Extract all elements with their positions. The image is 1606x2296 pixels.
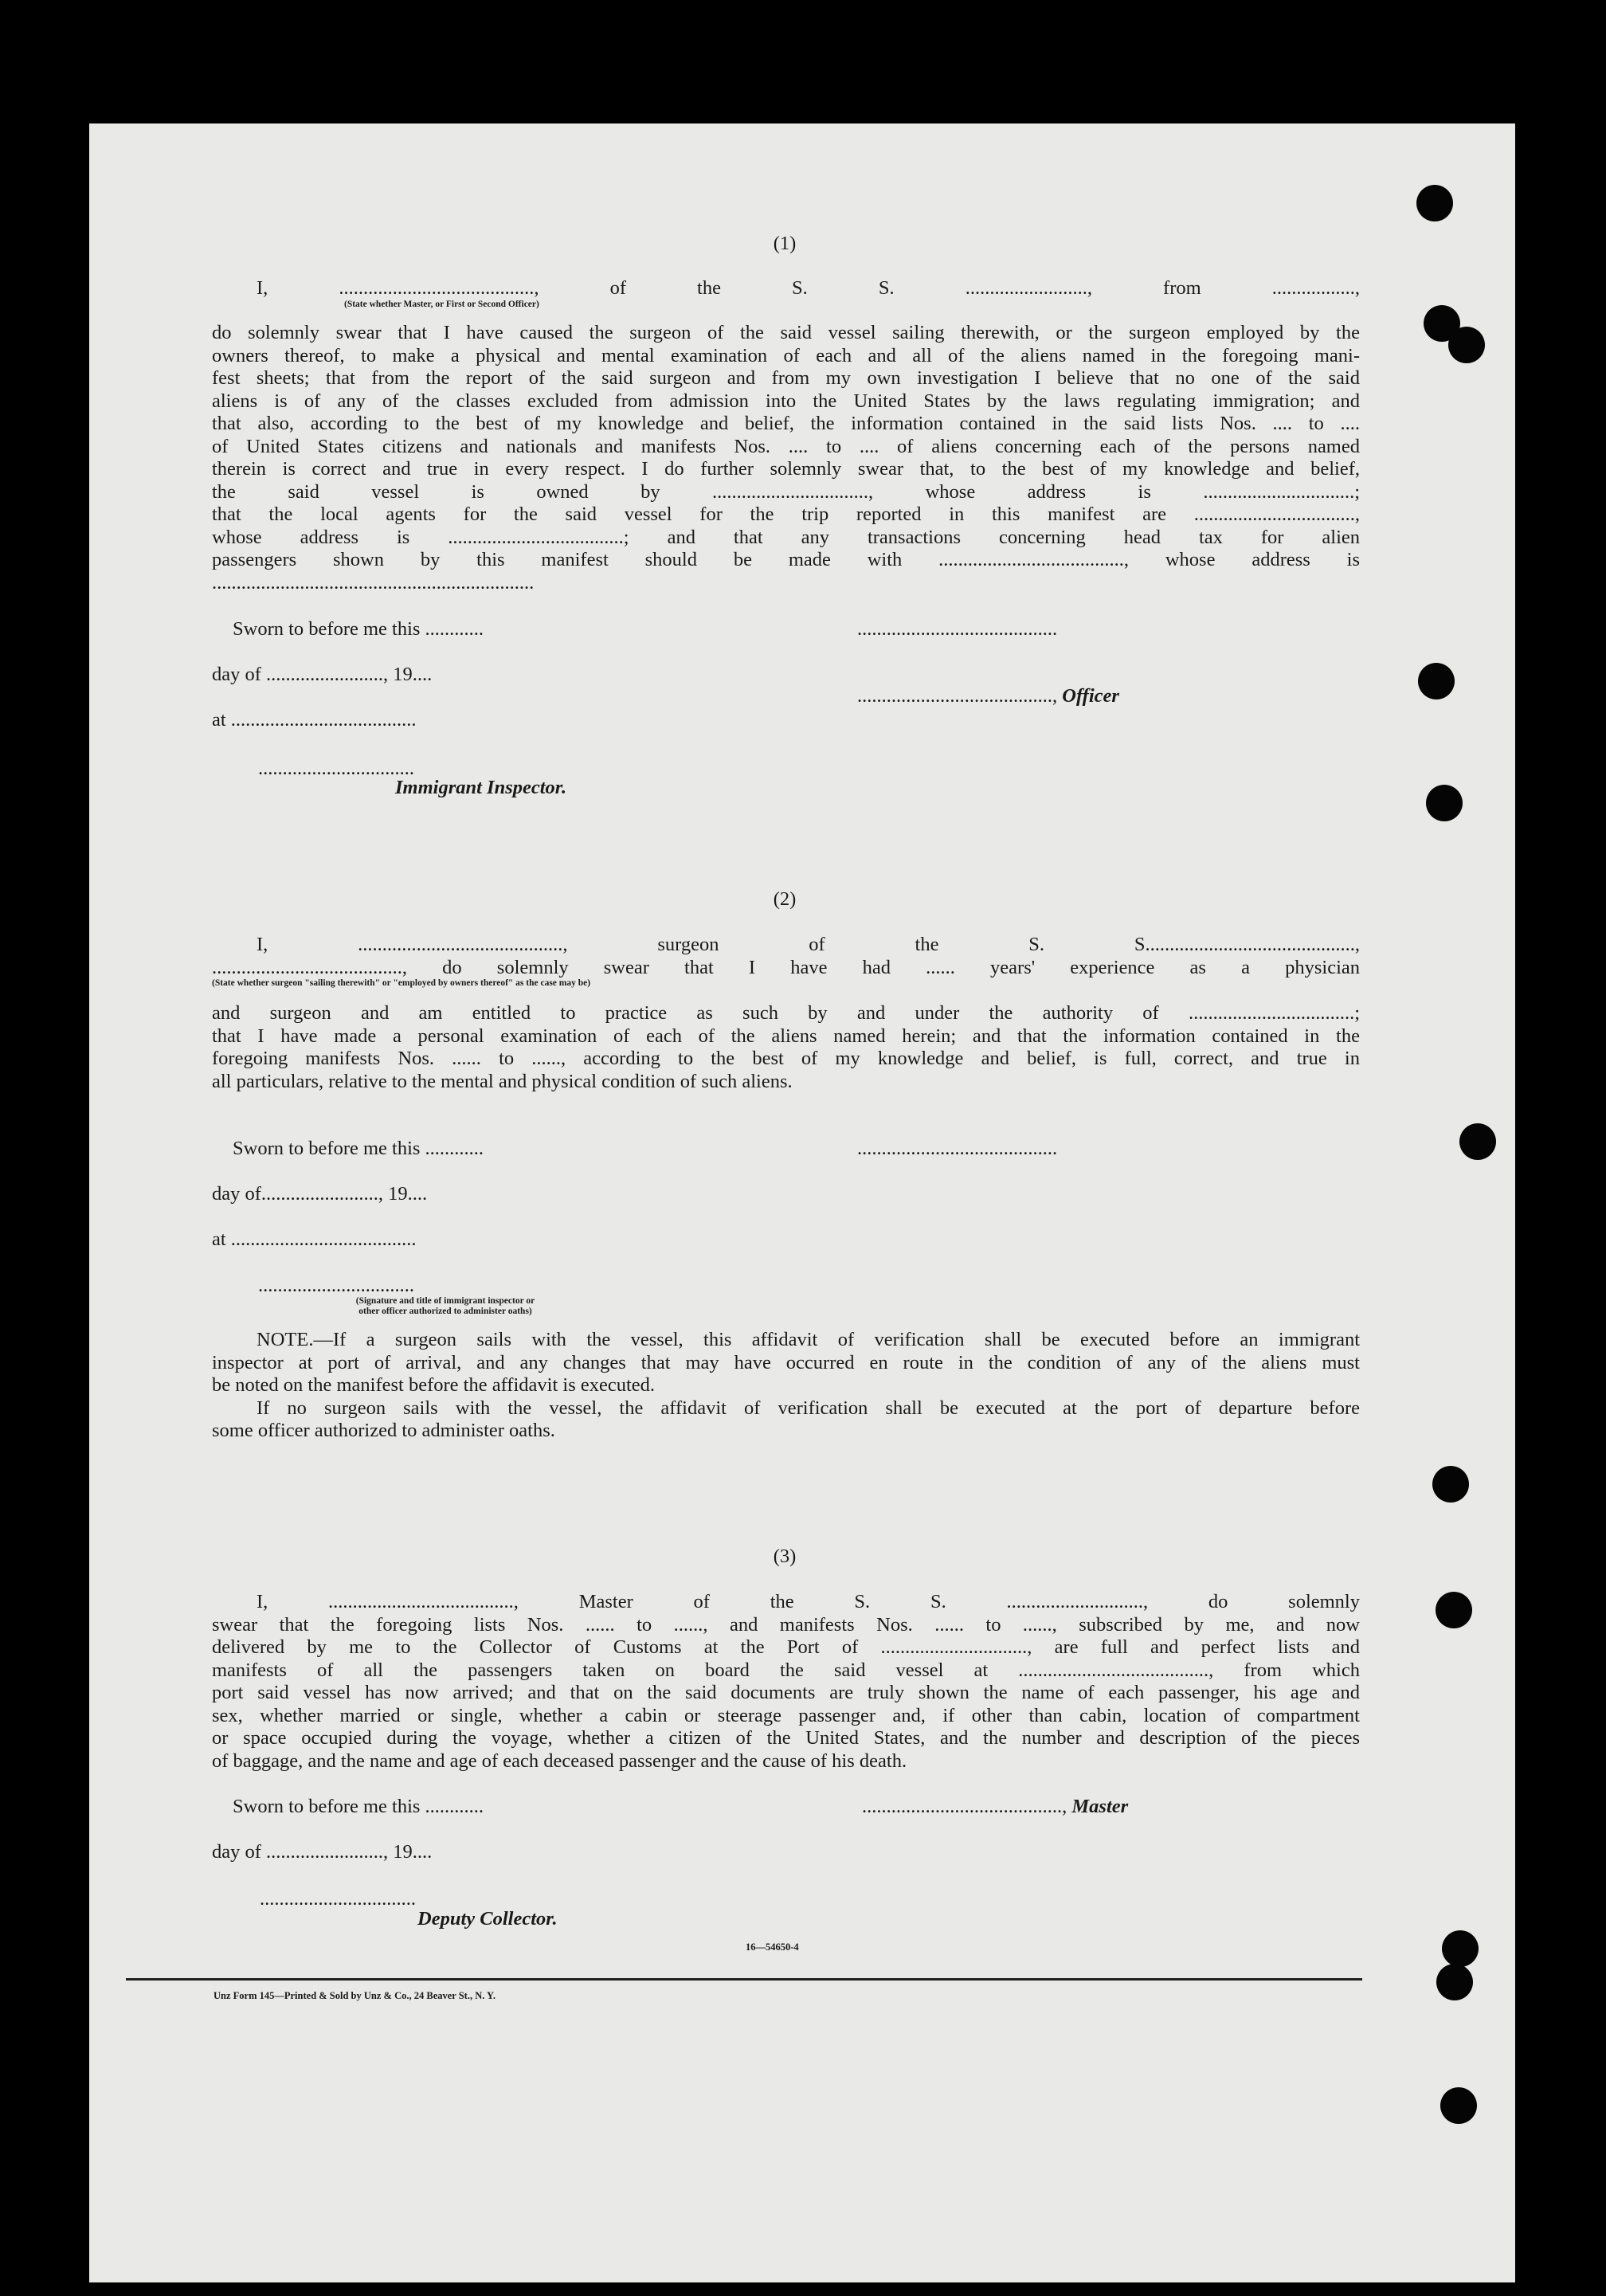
paragraph-line: all particulars, relative to the mental and physical condition of such aliens. [212, 1070, 793, 1092]
paragraph-line: fest sheets; that from the report of the said surgeon and from my own investigation I believe that no one of the said [212, 367, 1360, 389]
section-1-day-line: day of ........................, 19.... [212, 664, 433, 685]
section-3-paragraph [212, 1591, 1360, 1773]
paragraph-line: or space occupied during the voyage, whether a citizen of the United States, and the number and description of the pieces [212, 1727, 1360, 1749]
section-2-line-1: I, .........................................., surgeon of the S. S..........................................., [257, 934, 1360, 955]
section-3-sworn-line: Sworn to before me this ............ [233, 1796, 484, 1817]
binder-hole [1459, 1123, 1496, 1160]
paragraph-line: of baggage, and the name and age of each deceased passenger and the cause of his death. [212, 1749, 907, 1772]
binder-hole [1448, 327, 1485, 363]
binder-hole [1436, 1964, 1473, 2000]
section-2-signature-note [258, 1296, 633, 1317]
master-label: Master [1071, 1796, 1129, 1817]
paragraph-line: the said vessel is owned by ................................, whose address is ...............................; [212, 480, 1360, 503]
paragraph-line: therein is correct and true in every respect. I do further solemnly swear that, to the best of my knowledge and belief, [212, 458, 1360, 480]
signature-note-line: other officer authorized to administer oaths) [358, 1307, 532, 1316]
section-2-paragraph [212, 1002, 1360, 1093]
officer-dots: ........................................, [857, 685, 1058, 707]
paragraph-line: that the local agents for the said vessel for the trip reported in this manifest are ................................., [212, 503, 1360, 525]
section-2-number: (2) [773, 888, 797, 910]
binder-hole [1416, 185, 1453, 221]
section-2-sworn-line: Sworn to before me this ............ [233, 1138, 484, 1159]
section-1-paragraph [212, 322, 1360, 594]
section-1-officer-line [857, 685, 1367, 708]
section-2-at-line: at ...................................... [212, 1228, 417, 1250]
section-3-master-line [862, 1796, 1372, 1819]
section-1-at-line: at ...................................... [212, 709, 417, 731]
paragraph-line: swear that the foregoing lists Nos. ...... to ......, and manifests Nos. ...... to ......, subscribed by me, and now [212, 1613, 1360, 1636]
note-line: inspector at port of arrival, and any changes that may have occurred en route in the condition of any of the aliens must [212, 1351, 1360, 1373]
section-3-number: (3) [773, 1546, 797, 1567]
paragraph-line: passengers shown by this manifest should be made with ......................................, whose address is [212, 549, 1360, 570]
form-code: 16—54650-4 [746, 1941, 799, 1953]
section-1-officer-signature-line: ......................................... [857, 618, 1058, 640]
section-1-line-1-note: (State whether Master, or First or Second Officer) [344, 300, 539, 309]
section-1-inspector-signature-line: ................................ [258, 758, 414, 779]
section-1-sworn-line: Sworn to before me this ............ [233, 618, 484, 640]
paragraph-line: whose address is ....................................; and that any transactions concerning head tax for alien [212, 526, 1360, 548]
section-2-signature-line: ......................................... [857, 1138, 1058, 1159]
officer-label: Officer [1062, 685, 1119, 707]
note-line: some officer authorized to administer oaths. [212, 1420, 555, 1441]
note-line: be noted on the manifest before the affidavit is executed. [212, 1374, 656, 1396]
binder-hole [1418, 663, 1455, 699]
binder-hole [1436, 1592, 1472, 1628]
paragraph-line: that I have made a personal examination of each of the aliens named herein; and that the information contained in the [212, 1025, 1360, 1047]
section-2-day-line: day of........................, 19.... [212, 1183, 428, 1205]
paragraph-line: do solemnly swear that I have caused the surgeon of the said vessel sailing therewith, or the surgeon employed by the [212, 322, 1360, 343]
binder-hole [1432, 1466, 1469, 1503]
section-2-line-2: ......................................., do solemnly swear that I have had ...... years' experience as a physician [212, 957, 1360, 978]
paragraph-line: manifests of all the passengers taken on board the said vessel at ......................................., from which [212, 1659, 1360, 1681]
signature-note-line: (Signature and title of immigrant inspector or [355, 1296, 535, 1306]
master-dots: ........................................., [862, 1796, 1067, 1817]
section-3-day-line: day of ........................, 19.... [212, 1841, 433, 1863]
paragraph-line: sex, whether married or single, whether a cabin or steerage passenger and, if other than cabin, location of compartment [212, 1704, 1360, 1726]
section-2-inspector-signature-line: ................................ [258, 1275, 414, 1296]
paragraph-line: that also, according to the best of my knowledge and belief, the information contained in the said lists Nos. .... to .... [212, 413, 1360, 434]
section-3-collector-label: Deputy Collector. [417, 1908, 558, 1930]
binder-hole [1440, 2087, 1477, 2124]
binder-hole [1426, 785, 1463, 821]
printer-imprint: Unz Form 145—Printed & Sold by Unz & Co., 24 Beaver St., N. Y. [213, 1990, 496, 2001]
paragraph-line: I, ......................................, Master of the S. S. ............................, do solemnly [257, 1591, 1360, 1612]
paragraph-line: and surgeon and am entitled to practice as such by and under the authority of ..................................; [212, 1002, 1360, 1024]
paragraph-line: owners thereof, to make a physical and mental examination of each and all of the aliens named in the foregoing mani- [212, 344, 1360, 366]
binder-hole [1442, 1930, 1479, 1967]
paragraph-line: foregoing manifests Nos. ...... to ......, according to the best of my knowledge and belief, is full, correct, and true in [212, 1048, 1360, 1069]
section-1-line-1: I, ........................................, of the S. S. ........................., from ................., [257, 277, 1360, 299]
paragraph-line: delivered by me to the Collector of Customs at the Port of .............................., are full and perfect lists and [212, 1636, 1360, 1658]
paragraph-line: of United States citizens and nationals and manifests Nos. .... to .... of aliens concerning each of the persons named [212, 435, 1360, 457]
note-line: NOTE.—If a surgeon sails with the vessel, this affidavit of verification shall be executed before an immigrant [257, 1329, 1360, 1350]
paragraph-line: aliens is of any of the classes excluded from admission into the United States by the laws regulating immigration; and [212, 390, 1360, 412]
section-3-collector-signature-line: ................................ [260, 1888, 416, 1910]
section-1-inspector-label: Immigrant Inspector. [395, 777, 567, 798]
section-2-line-2-note: (State whether surgeon "sailing therewith" or "employed by owners thereof" as the case may be) [212, 978, 591, 988]
section-1-number: (1) [773, 233, 797, 254]
paragraph-line: .................................................................. [212, 571, 535, 594]
paragraph-line: port said vessel has now arrived; and that on the said documents are truly shown the name of each passenger, his age and [212, 1682, 1360, 1703]
note-line: If no surgeon sails with the vessel, the affidavit of verification shall be executed at the port of departure before [257, 1397, 1360, 1419]
section-2-note [212, 1329, 1360, 1443]
footer-rule [126, 1978, 1362, 1981]
